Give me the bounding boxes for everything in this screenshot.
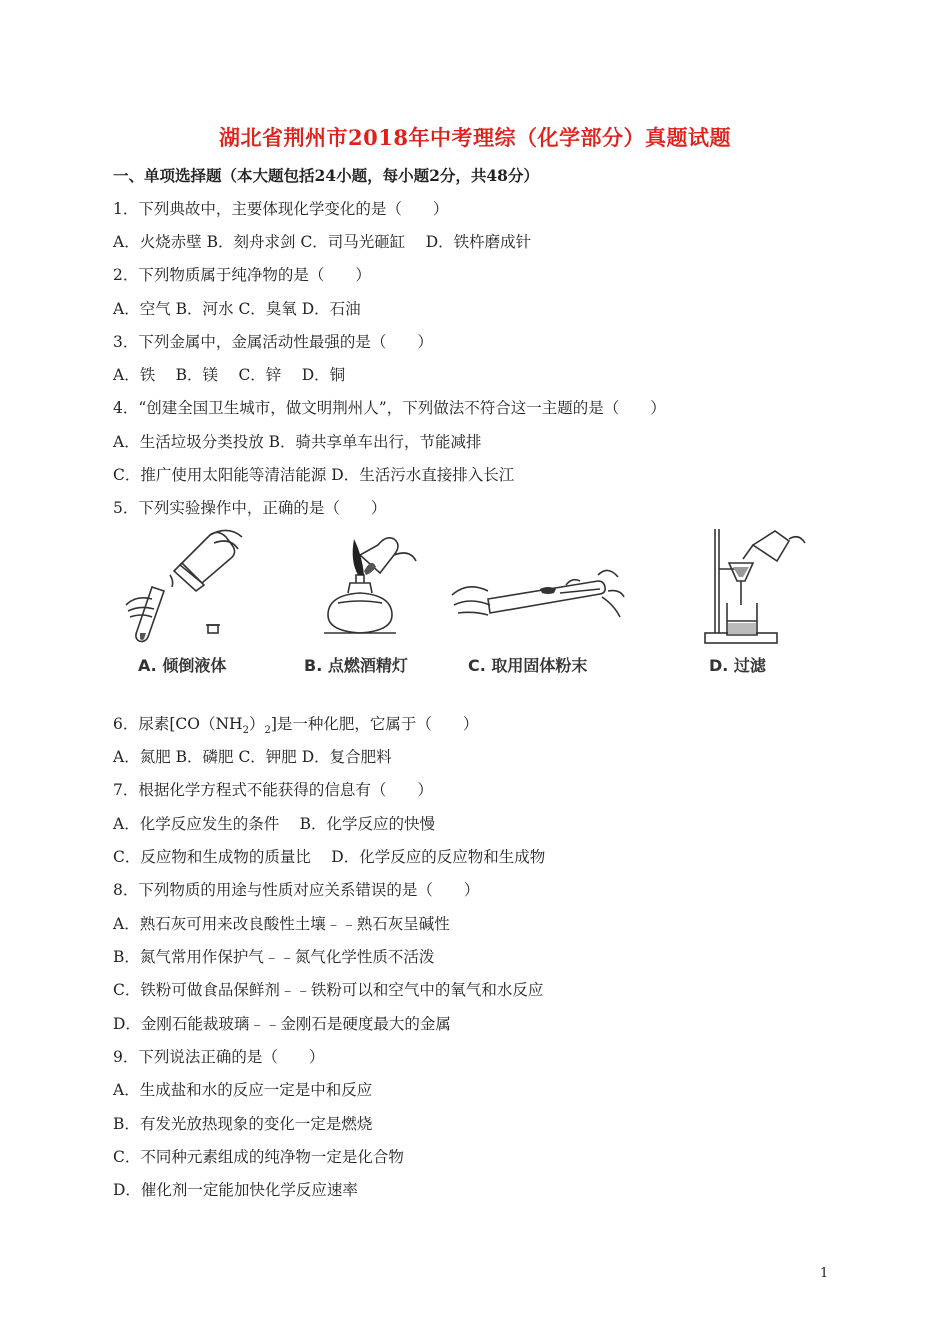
figure-filtration xyxy=(693,525,823,685)
figure-alcohol-lamp xyxy=(298,525,438,685)
question-line: B．有发光放热现象的变化一定是燃烧 xyxy=(113,1115,373,1133)
alcohol-lamp-illustration xyxy=(298,525,438,650)
question-line: 4．“创建全国卫生城市，做文明荆州人”，下列做法不符合这一主题的是（ ） xyxy=(113,399,666,417)
question-line: 2．下列物质属于纯净物的是（ ） xyxy=(113,266,371,284)
pouring-liquid-illustration xyxy=(118,525,258,650)
question-line: 5．下列实验操作中，正确的是（ ） xyxy=(113,499,387,517)
caption-b: B. 点燃酒精灯 xyxy=(304,656,408,675)
question-line: A．氮肥 B．磷肥 C．钾肥 D．复合肥料 xyxy=(113,748,392,766)
question-line-6 xyxy=(113,712,478,736)
question-line: 1．下列典故中，主要体现化学变化的是（ ） xyxy=(113,200,449,218)
document-title: 湖北省荆州市2018年中考理综（化学部分）真题试题 xyxy=(219,125,731,150)
figure-solid-powder xyxy=(448,525,628,685)
q6-suffix: ]是一种化肥，它属于（ ） xyxy=(270,715,479,733)
caption-d: D. 过滤 xyxy=(709,656,766,675)
question-line: A．生活垃圾分类投放 B．骑共享单车出行，节能减排 xyxy=(113,433,482,451)
question-line: A．化学反应发生的条件 B．化学反应的快慢 xyxy=(113,815,436,833)
question-line: D．金刚石能裁玻璃﹣﹣金刚石是硬度最大的金属 xyxy=(113,1015,451,1033)
question-line: A．空气 B．河水 C．臭氧 D．石油 xyxy=(113,300,361,318)
q6-subscript-2: 2 xyxy=(264,725,271,737)
filtration-illustration xyxy=(693,525,823,650)
question-line: B．氮气常用作保护气﹣﹣氮气化学性质不活泼 xyxy=(113,948,435,966)
q6-mid: ） xyxy=(248,715,265,733)
question-line: C．铁粉可做食品保鲜剂﹣﹣铁粉可以和空气中的氧气和水反应 xyxy=(113,981,544,999)
q6-subscript: 2 xyxy=(242,725,249,737)
q6-prefix: 6．尿素[CO（NH xyxy=(113,715,243,733)
question-line: C．不同种元素组成的纯净物一定是化合物 xyxy=(113,1148,404,1166)
question-line: C．推广使用太阳能等清洁能源 D．生活污水直接排入长江 xyxy=(113,466,515,484)
question-line: D．催化剂一定能加快化学反应速率 xyxy=(113,1181,358,1199)
question-line: A．火烧赤壁 B．刻舟求剑 C．司马光砸缸 D．铁杵磨成针 xyxy=(113,233,532,251)
question-line: A．生成盐和水的反应一定是中和反应 xyxy=(113,1081,373,1099)
caption-a: A. 倾倒液体 xyxy=(138,656,227,675)
question-line: A．熟石灰可用来改良酸性土壤﹣﹣熟石灰呈碱性 xyxy=(113,915,450,933)
lab-operations-figure xyxy=(118,525,818,685)
question-line: 3．下列金属中，金属活动性最强的是（ ） xyxy=(113,333,433,351)
question-line: 9．下列说法正确的是（ ） xyxy=(113,1048,325,1066)
section-heading: 一、单项选择题（本大题包括24小题，每小题2分，共48分） xyxy=(113,166,539,185)
question-line: 7．根据化学方程式不能获得的信息有（ ） xyxy=(113,781,433,799)
page-number: 1 xyxy=(820,1266,829,1281)
caption-c: C. 取用固体粉末 xyxy=(468,656,588,675)
question-line: C．反应物和生成物的质量比 D．化学反应的反应物和生成物 xyxy=(113,848,546,866)
figure-pouring-liquid xyxy=(118,525,258,685)
question-line: 8．下列物质的用途与性质对应关系错误的是（ ） xyxy=(113,881,480,899)
solid-powder-illustration xyxy=(448,525,628,650)
question-line: A．铁 B．镁 C．锌 D．铜 xyxy=(113,366,346,384)
